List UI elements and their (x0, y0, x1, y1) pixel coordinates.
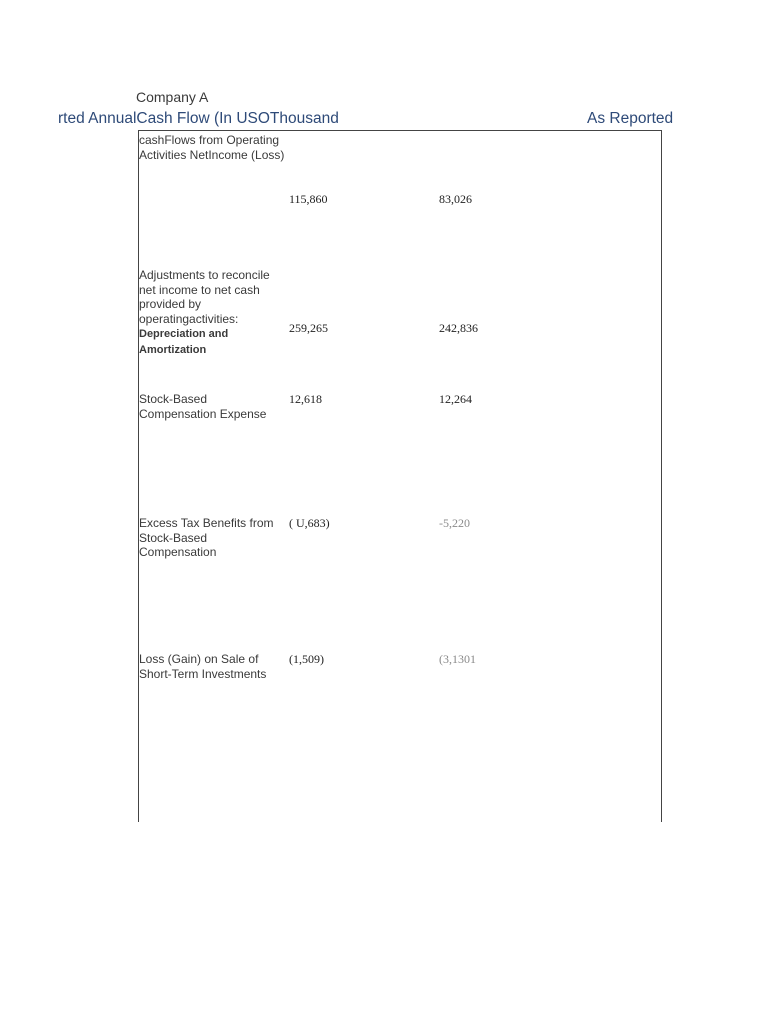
statement-title: rted AnnualCash Flow (In USOThousand (58, 110, 339, 127)
row-value-prior: -5,220 (439, 516, 470, 530)
row-value-current: 259,265 (289, 321, 328, 335)
row-label-depreciation (139, 268, 287, 357)
reporting-basis: As Reported (587, 110, 674, 127)
statement-table-frame (138, 130, 662, 822)
row-value-current: ( U,683) (289, 516, 330, 530)
row-label-net-income (139, 133, 287, 162)
row-value-current: (1,509) (289, 652, 324, 666)
row-label-excess-tax-benefits (139, 516, 287, 560)
row-label-text: Loss (Gain) on Sale of Short-Term Investments (139, 652, 267, 681)
row-value-prior: (3,1301 (439, 652, 476, 666)
row-label-text: cashFlows from Operating Activities NetIncome (Loss) (139, 133, 285, 162)
row-value-prior: 12,264 (439, 392, 472, 406)
company-name: Company A (136, 89, 209, 105)
row-value-current: 12,618 (289, 392, 322, 406)
row-value-current: 115,860 (289, 192, 328, 206)
row-value-prior: 242,836 (439, 321, 478, 335)
row-label-text: Adjustments to reconcile net income to net cash provided by operatingactivities: (139, 268, 270, 326)
row-label-text: Excess Tax Benefits from Stock-Based Compensation (139, 516, 274, 559)
row-label-bold-text: Depreciation and Amortization (139, 328, 229, 356)
row-label-stock-compensation (139, 392, 287, 421)
row-label-text: Stock-Based Compensation Expense (139, 392, 267, 421)
row-label-loss-gain-investments (139, 652, 287, 681)
row-value-prior: 83,026 (439, 192, 472, 206)
